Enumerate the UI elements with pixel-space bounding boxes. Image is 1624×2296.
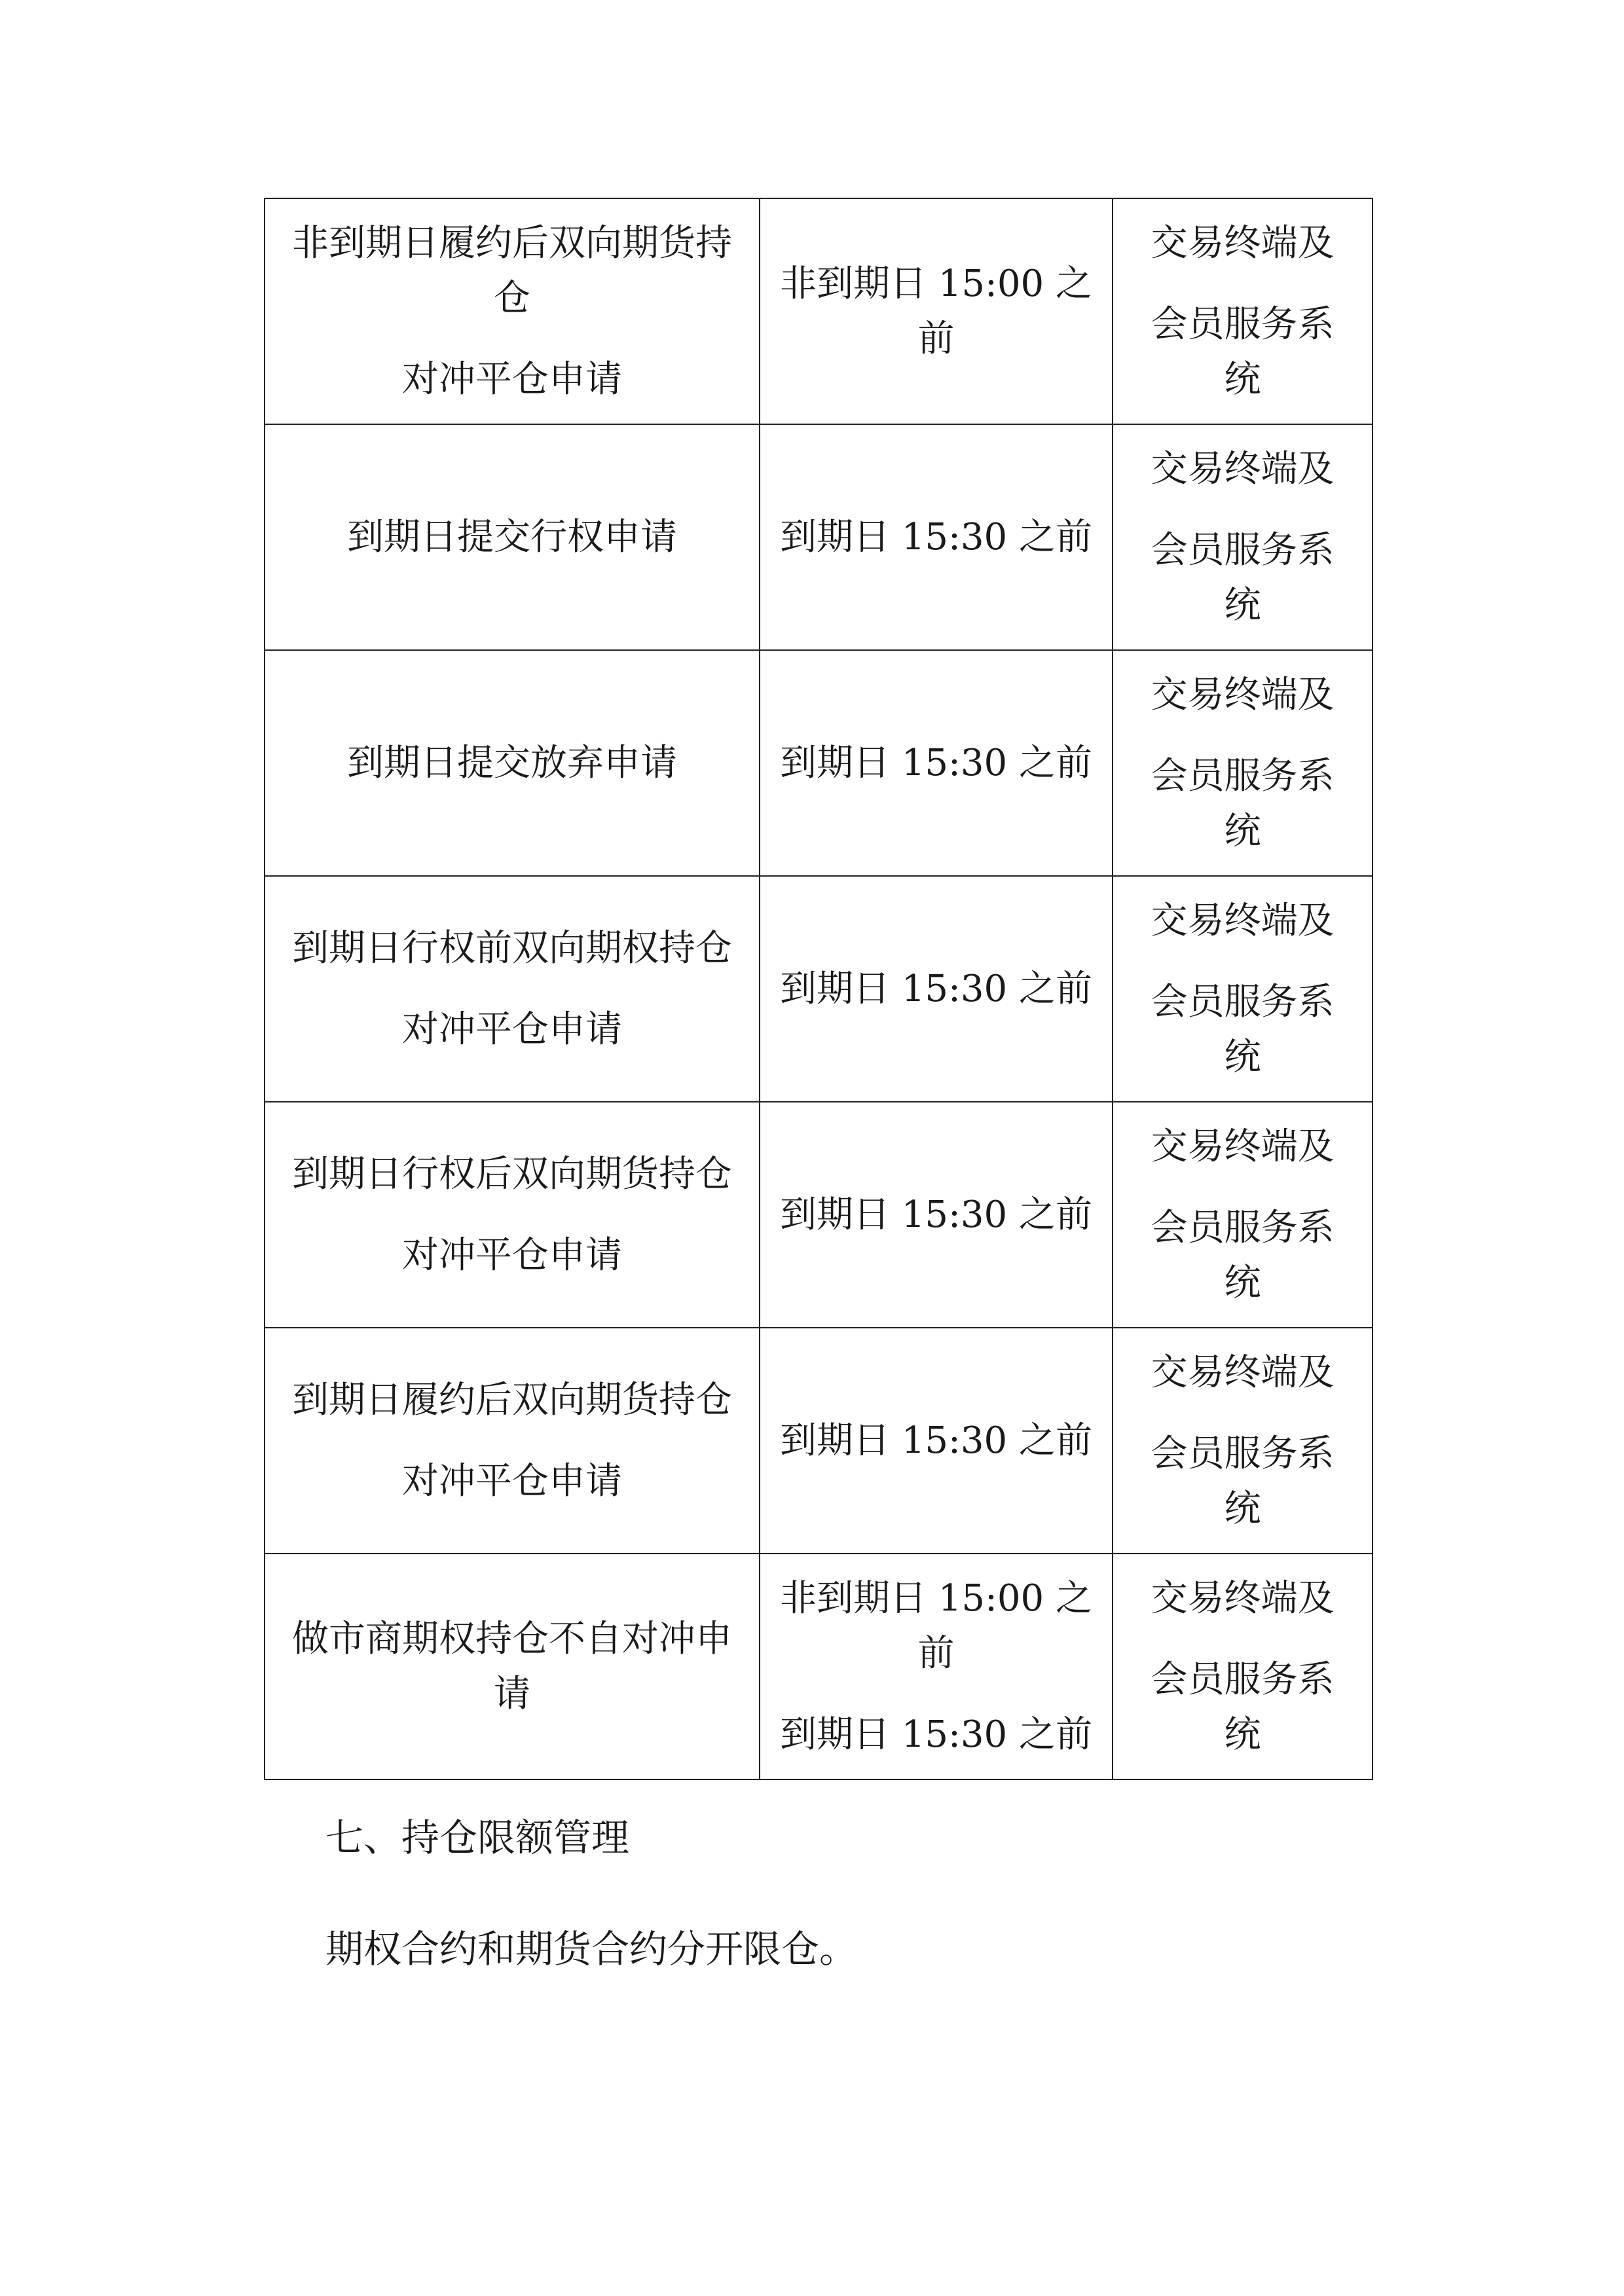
application-time-table (264, 198, 1373, 1780)
channel-line: 统 (1224, 1035, 1261, 1078)
section-body-text: 期权合约和期货合约分开限仓。 (325, 1927, 858, 1971)
channel-line: 交易终端及 (1151, 1351, 1335, 1394)
time-line: 到期日 15:30 之前 (780, 1419, 1092, 1462)
time-cell (760, 424, 1113, 650)
section-heading: 七、持仓限额管理 (325, 1815, 630, 1860)
channel-line: 统 (1224, 583, 1261, 627)
channel-line: 交易终端及 (1151, 899, 1335, 942)
channel-cell (1113, 876, 1373, 1102)
channel-cell (1113, 650, 1373, 876)
time-line: 非到期日 15:00 之 (780, 1576, 1092, 1620)
time-line: 到期日 15:30 之前 (780, 515, 1092, 558)
application-cell (265, 198, 760, 424)
application-line: 到期日行权前双向期权持仓 (292, 926, 732, 970)
application-cell (265, 876, 760, 1102)
time-cell (760, 1554, 1113, 1779)
application-line: 做市商期权持仓不自对冲申 (292, 1617, 732, 1660)
application-line: 到期日提交放弃申请 (347, 741, 677, 784)
application-line: 到期日行权后双向期货持仓 (292, 1152, 732, 1195)
channel-line: 会员服务系 (1151, 1658, 1335, 1701)
channel-line: 统 (1224, 1261, 1261, 1304)
time-line: 到期日 15:30 之前 (780, 1713, 1092, 1756)
channel-line: 交易终端及 (1151, 1125, 1335, 1168)
channel-cell (1113, 424, 1373, 650)
channel-cell (1113, 198, 1373, 424)
application-cell (265, 1554, 760, 1779)
channel-line: 交易终端及 (1151, 1576, 1335, 1620)
time-line: 到期日 15:30 之前 (780, 1193, 1092, 1236)
time-line: 非到期日 15:00 之 (780, 262, 1092, 305)
application-line: 对冲平仓申请 (402, 1459, 622, 1503)
table-row (265, 1554, 1373, 1779)
channel-line: 会员服务系 (1151, 1206, 1335, 1249)
channel-line: 交易终端及 (1151, 673, 1335, 716)
application-line: 请 (494, 1672, 530, 1715)
channel-line: 会员服务系 (1151, 1432, 1335, 1475)
channel-line: 交易终端及 (1151, 447, 1335, 490)
channel-line: 会员服务系 (1151, 754, 1335, 797)
channel-cell (1113, 1554, 1373, 1779)
table-row (265, 1328, 1373, 1554)
time-line: 到期日 15:30 之前 (780, 741, 1092, 784)
channel-line: 交易终端及 (1151, 221, 1335, 264)
application-cell (265, 650, 760, 876)
time-cell (760, 198, 1113, 424)
table-row (265, 876, 1373, 1102)
table-row (265, 650, 1373, 876)
time-cell (760, 1102, 1113, 1328)
application-cell (265, 424, 760, 650)
table-row (265, 424, 1373, 650)
application-line: 仓 (494, 276, 530, 319)
time-cell (760, 1328, 1113, 1554)
channel-cell (1113, 1328, 1373, 1554)
application-line: 对冲平仓申请 (402, 1008, 622, 1051)
channel-line: 统 (1224, 1713, 1261, 1756)
application-line: 到期日提交行权申请 (347, 515, 677, 558)
channel-cell (1113, 1102, 1373, 1328)
application-line: 非到期日履约后双向期货持 (292, 221, 732, 264)
channel-line: 统 (1224, 357, 1261, 401)
table-body (265, 198, 1373, 1779)
application-cell (265, 1102, 760, 1328)
channel-line: 会员服务系 (1151, 302, 1335, 346)
table-row (265, 198, 1373, 424)
time-cell (760, 876, 1113, 1102)
channel-line: 会员服务系 (1151, 528, 1335, 572)
time-cell (760, 650, 1113, 876)
channel-line: 会员服务系 (1151, 980, 1335, 1023)
application-cell (265, 1328, 760, 1554)
time-line: 到期日 15:30 之前 (780, 967, 1092, 1010)
application-line: 对冲平仓申请 (402, 357, 622, 401)
time-line: 前 (917, 1631, 955, 1675)
table-row (265, 1102, 1373, 1328)
channel-line: 统 (1224, 809, 1261, 852)
application-line: 到期日履约后双向期货持仓 (292, 1378, 732, 1421)
application-line: 对冲平仓申请 (402, 1233, 622, 1277)
channel-line: 统 (1224, 1487, 1261, 1530)
time-line: 前 (917, 317, 955, 360)
